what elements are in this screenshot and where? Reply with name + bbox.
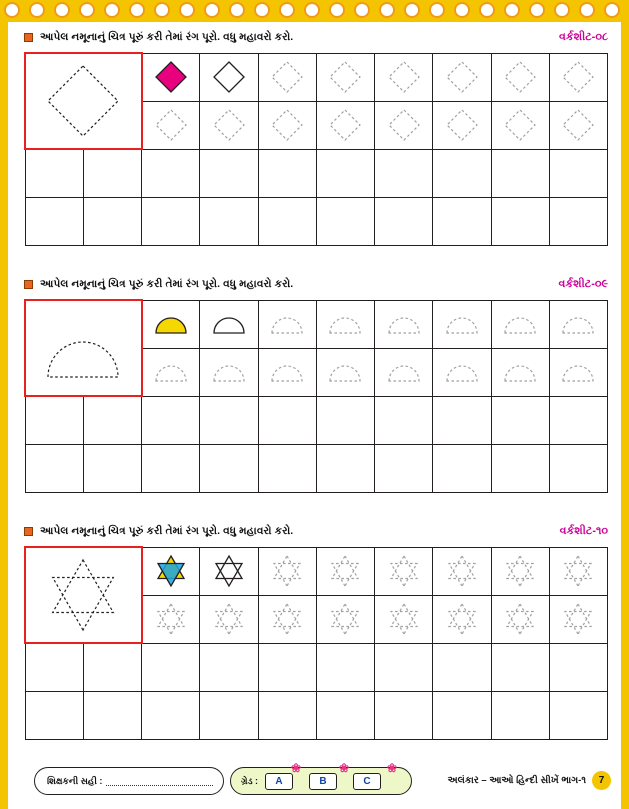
practice-cell[interactable] — [433, 149, 491, 197]
band-dot-icon — [379, 2, 395, 18]
page-number: 7 — [592, 771, 611, 790]
practice-cell[interactable] — [433, 396, 491, 444]
practice-cell[interactable] — [258, 396, 316, 444]
table-row — [25, 396, 608, 444]
sample-outline-cell[interactable] — [200, 547, 258, 595]
practice-cell[interactable] — [375, 149, 433, 197]
band-dot-icon — [304, 2, 320, 18]
teacher-signature-field[interactable] — [34, 767, 224, 795]
practice-cell[interactable] — [316, 197, 374, 245]
practice-cell[interactable] — [549, 444, 607, 492]
shape-diamond — [387, 60, 421, 94]
trace-cell[interactable] — [433, 595, 491, 643]
shape-semicircle — [212, 307, 246, 341]
page-body — [0, 22, 629, 809]
trace-cell[interactable] — [433, 348, 491, 396]
shape-semicircle — [387, 307, 421, 341]
worksheet-tag: વર્કશીટ-૦૯ — [558, 277, 608, 290]
trace-cell[interactable] — [200, 101, 258, 149]
practice-cell[interactable] — [83, 643, 141, 691]
practice-cell[interactable] — [200, 396, 258, 444]
trace-cell[interactable] — [491, 348, 549, 396]
practice-cell[interactable] — [316, 444, 374, 492]
shape-semicircle — [561, 307, 595, 341]
shape-diamond — [46, 64, 120, 138]
band-dot-icon — [154, 2, 170, 18]
trace-cell[interactable] — [549, 547, 607, 595]
trace-cell[interactable] — [316, 348, 374, 396]
practice-cell[interactable] — [258, 149, 316, 197]
practice-cell[interactable] — [433, 691, 491, 739]
band-dot-icon — [579, 2, 595, 18]
band-dot-icon — [354, 2, 370, 18]
right-rail — [621, 22, 629, 809]
trace-cell[interactable] — [200, 348, 258, 396]
sample-filled-cell[interactable] — [142, 53, 200, 101]
practice-cell[interactable] — [433, 444, 491, 492]
trace-cell[interactable] — [375, 101, 433, 149]
practice-cell[interactable] — [491, 444, 549, 492]
trace-cell[interactable] — [491, 53, 549, 101]
shape-star6 — [445, 602, 479, 636]
trace-cell[interactable] — [433, 547, 491, 595]
practice-cell[interactable] — [375, 396, 433, 444]
practice-cell[interactable] — [316, 691, 374, 739]
shape-diamond — [445, 108, 479, 142]
sample-filled-cell[interactable] — [142, 300, 200, 348]
section-header — [24, 28, 608, 46]
sample-outline-cell[interactable] — [200, 53, 258, 101]
practice-cell[interactable] — [375, 691, 433, 739]
trace-cell[interactable] — [549, 300, 607, 348]
practice-cell[interactable] — [200, 691, 258, 739]
shape-star6 — [387, 554, 421, 588]
trace-cell[interactable] — [549, 348, 607, 396]
practice-cell[interactable] — [549, 396, 607, 444]
shape-star6 — [154, 602, 188, 636]
practice-cell[interactable] — [316, 396, 374, 444]
table-row — [25, 547, 608, 595]
sample-outline-cell[interactable] — [200, 300, 258, 348]
band-dot-icon — [254, 2, 270, 18]
worksheet-grid[interactable] — [24, 299, 608, 493]
practice-cell[interactable] — [316, 643, 374, 691]
trace-cell[interactable] — [258, 348, 316, 396]
flower-icon: ❀ — [339, 761, 350, 775]
worksheet-section-2 — [24, 275, 608, 493]
worksheet-section-3 — [24, 522, 608, 740]
trace-cell[interactable] — [549, 595, 607, 643]
trace-cell[interactable] — [316, 595, 374, 643]
practice-cell[interactable] — [83, 149, 141, 197]
trace-cell[interactable] — [375, 300, 433, 348]
flower-icon: ❀ — [291, 761, 302, 775]
square-bullet-icon — [24, 33, 33, 42]
trace-cell[interactable] — [316, 53, 374, 101]
practice-cell[interactable] — [83, 444, 141, 492]
band-dot-icon — [529, 2, 545, 18]
trace-cell[interactable] — [549, 101, 607, 149]
trace-cell[interactable] — [491, 595, 549, 643]
footer-book-info — [448, 771, 611, 790]
practice-cell[interactable] — [142, 691, 200, 739]
grade-selector[interactable] — [230, 761, 412, 795]
shape-semicircle — [328, 307, 362, 341]
band-dot-icon — [554, 2, 570, 18]
practice-cell[interactable] — [375, 444, 433, 492]
practice-cell[interactable] — [25, 643, 83, 691]
shape-semicircle — [503, 355, 537, 389]
shape-diamond — [154, 108, 188, 142]
shape-diamond — [445, 60, 479, 94]
table-row — [25, 197, 608, 245]
shape-star6 — [503, 554, 537, 588]
shape-semicircle — [445, 355, 479, 389]
shape-semicircle — [503, 307, 537, 341]
shape-semicircle — [270, 355, 304, 389]
band-dot-icon — [4, 2, 20, 18]
shape-diamond — [212, 60, 246, 94]
shape-star6 — [328, 554, 362, 588]
band-dot-icon — [504, 2, 520, 18]
practice-cell[interactable] — [142, 643, 200, 691]
grade-option-a[interactable]: A — [265, 773, 293, 790]
practice-cell[interactable] — [200, 444, 258, 492]
worksheet-section-1 — [24, 28, 608, 246]
practice-cell[interactable] — [200, 197, 258, 245]
shape-diamond — [561, 60, 595, 94]
sample-filled-cell[interactable] — [142, 547, 200, 595]
table-row — [25, 300, 608, 348]
table-row — [25, 691, 608, 739]
trace-cell[interactable] — [258, 101, 316, 149]
section-title: આપેલ નમૂનાનું ચિત્ર પૂરું કરી તેમાં રંગ પૂરો. વધુ મહાવરો કરો. — [40, 277, 294, 290]
practice-cell[interactable] — [258, 444, 316, 492]
band-dot-icon — [79, 2, 95, 18]
trace-cell[interactable] — [375, 547, 433, 595]
shape-star6 — [561, 602, 595, 636]
square-bullet-icon — [24, 527, 33, 536]
table-row — [25, 444, 608, 492]
book-title: અલંકાર – આઓ હિન્દી સીખેં ભાગ-૧ — [447, 775, 586, 786]
practice-cell[interactable] — [316, 149, 374, 197]
shape-diamond — [503, 60, 537, 94]
practice-cell[interactable] — [142, 197, 200, 245]
band-dot-icon — [604, 2, 620, 18]
flower-icon: ❀ — [387, 761, 398, 775]
practice-cell[interactable] — [142, 149, 200, 197]
shape-diamond — [270, 108, 304, 142]
trace-cell[interactable] — [142, 101, 200, 149]
shape-diamond — [270, 60, 304, 94]
shape-star6 — [503, 602, 537, 636]
shape-star6 — [270, 554, 304, 588]
model-cell[interactable] — [25, 53, 142, 149]
grade-label: ગ્રેડ : — [241, 775, 259, 786]
practice-cell[interactable] — [25, 691, 83, 739]
shape-star6 — [212, 602, 246, 636]
band-dot-icon — [29, 2, 45, 18]
practice-cell[interactable] — [491, 691, 549, 739]
practice-cell[interactable] — [549, 197, 607, 245]
band-dot-icon — [229, 2, 245, 18]
signature-line — [106, 785, 213, 786]
band-dot-icon — [429, 2, 445, 18]
practice-cell[interactable] — [258, 691, 316, 739]
section-header — [24, 522, 608, 540]
band-dots — [0, 0, 629, 22]
practice-cell[interactable] — [83, 197, 141, 245]
practice-cell[interactable] — [83, 396, 141, 444]
table-row — [25, 643, 608, 691]
practice-cell[interactable] — [200, 643, 258, 691]
shape-star6 — [154, 554, 188, 588]
practice-cell[interactable] — [25, 444, 83, 492]
worksheet-tag: વર્કશીટ-૧૦ — [559, 524, 608, 537]
trace-cell[interactable] — [375, 348, 433, 396]
trace-cell[interactable] — [258, 547, 316, 595]
shape-star6 — [212, 554, 246, 588]
shape-diamond — [328, 108, 362, 142]
footer-strip — [8, 761, 621, 799]
shape-star6 — [445, 554, 479, 588]
section-title: આપેલ નમૂનાનું ચિત્ર પૂરું કરી તેમાં રંગ પૂરો. વધુ મહાવરો કરો. — [40, 524, 294, 537]
practice-cell[interactable] — [433, 643, 491, 691]
trace-cell[interactable] — [491, 300, 549, 348]
shape-semicircle — [445, 307, 479, 341]
trace-cell[interactable] — [375, 53, 433, 101]
shape-diamond — [561, 108, 595, 142]
shape-star6 — [328, 602, 362, 636]
square-bullet-icon — [24, 280, 33, 289]
shape-semicircle — [561, 355, 595, 389]
shape-semicircle — [212, 355, 246, 389]
practice-cell[interactable] — [25, 396, 83, 444]
trace-cell[interactable] — [258, 300, 316, 348]
shape-star6 — [270, 602, 304, 636]
shape-diamond — [212, 108, 246, 142]
model-cell[interactable] — [25, 547, 142, 643]
trace-cell[interactable] — [316, 547, 374, 595]
trace-cell[interactable] — [433, 53, 491, 101]
shape-diamond — [503, 108, 537, 142]
model-cell[interactable] — [25, 300, 142, 396]
grade-option-b[interactable]: B — [309, 773, 337, 790]
band-dot-icon — [129, 2, 145, 18]
practice-cell[interactable] — [375, 643, 433, 691]
trace-cell[interactable] — [258, 595, 316, 643]
table-row — [25, 149, 608, 197]
left-rail — [0, 22, 8, 809]
practice-cell[interactable] — [549, 643, 607, 691]
trace-cell[interactable] — [316, 300, 374, 348]
shape-star6 — [561, 554, 595, 588]
practice-cell[interactable] — [142, 396, 200, 444]
shape-semicircle — [328, 355, 362, 389]
practice-cell[interactable] — [491, 643, 549, 691]
shape-semicircle — [270, 307, 304, 341]
practice-cell[interactable] — [200, 149, 258, 197]
practice-cell[interactable] — [433, 197, 491, 245]
trace-cell[interactable] — [258, 53, 316, 101]
top-decorative-band — [0, 0, 629, 22]
trace-cell[interactable] — [433, 101, 491, 149]
shape-diamond — [154, 60, 188, 94]
practice-cell[interactable] — [83, 691, 141, 739]
practice-cell[interactable] — [25, 197, 83, 245]
practice-cell[interactable] — [491, 197, 549, 245]
shape-semicircle — [154, 355, 188, 389]
worksheet-grid[interactable] — [24, 546, 608, 740]
worksheet-tag: વર્કશીટ-૦૮ — [559, 30, 608, 43]
trace-cell[interactable] — [433, 300, 491, 348]
trace-cell[interactable] — [491, 547, 549, 595]
shape-star6 — [387, 602, 421, 636]
table-row — [25, 53, 608, 101]
band-dot-icon — [54, 2, 70, 18]
practice-cell[interactable] — [375, 197, 433, 245]
worksheet-grid[interactable] — [24, 52, 608, 246]
trace-cell[interactable] — [316, 101, 374, 149]
section-header — [24, 275, 608, 293]
trace-cell[interactable] — [491, 101, 549, 149]
practice-cell[interactable] — [491, 396, 549, 444]
trace-cell[interactable] — [142, 348, 200, 396]
section-title: આપેલ નમૂનાનું ચિત્ર પૂરું કરી તેમાં રંગ પૂરો. વધુ મહાવરો કરો. — [40, 30, 294, 43]
practice-cell[interactable] — [491, 149, 549, 197]
trace-cell[interactable] — [200, 595, 258, 643]
band-dot-icon — [179, 2, 195, 18]
practice-cell[interactable] — [549, 149, 607, 197]
shape-semicircle — [154, 307, 188, 341]
band-dot-icon — [104, 2, 120, 18]
shape-semicircle — [46, 311, 120, 385]
band-dot-icon — [404, 2, 420, 18]
teacher-signature-label: શિક્ષકની સહી : — [47, 775, 103, 786]
trace-cell[interactable] — [375, 595, 433, 643]
shape-diamond — [387, 108, 421, 142]
band-dot-icon — [479, 2, 495, 18]
band-dot-icon — [329, 2, 345, 18]
band-dot-icon — [454, 2, 470, 18]
grade-option-c[interactable]: C — [353, 773, 381, 790]
trace-cell[interactable] — [549, 53, 607, 101]
practice-cell[interactable] — [549, 691, 607, 739]
shape-star6 — [46, 558, 120, 632]
band-dot-icon — [204, 2, 220, 18]
practice-cell[interactable] — [258, 643, 316, 691]
practice-cell[interactable] — [142, 444, 200, 492]
shape-diamond — [328, 60, 362, 94]
trace-cell[interactable] — [142, 595, 200, 643]
band-dot-icon — [279, 2, 295, 18]
shape-semicircle — [387, 355, 421, 389]
practice-cell[interactable] — [258, 197, 316, 245]
practice-cell[interactable] — [25, 149, 83, 197]
